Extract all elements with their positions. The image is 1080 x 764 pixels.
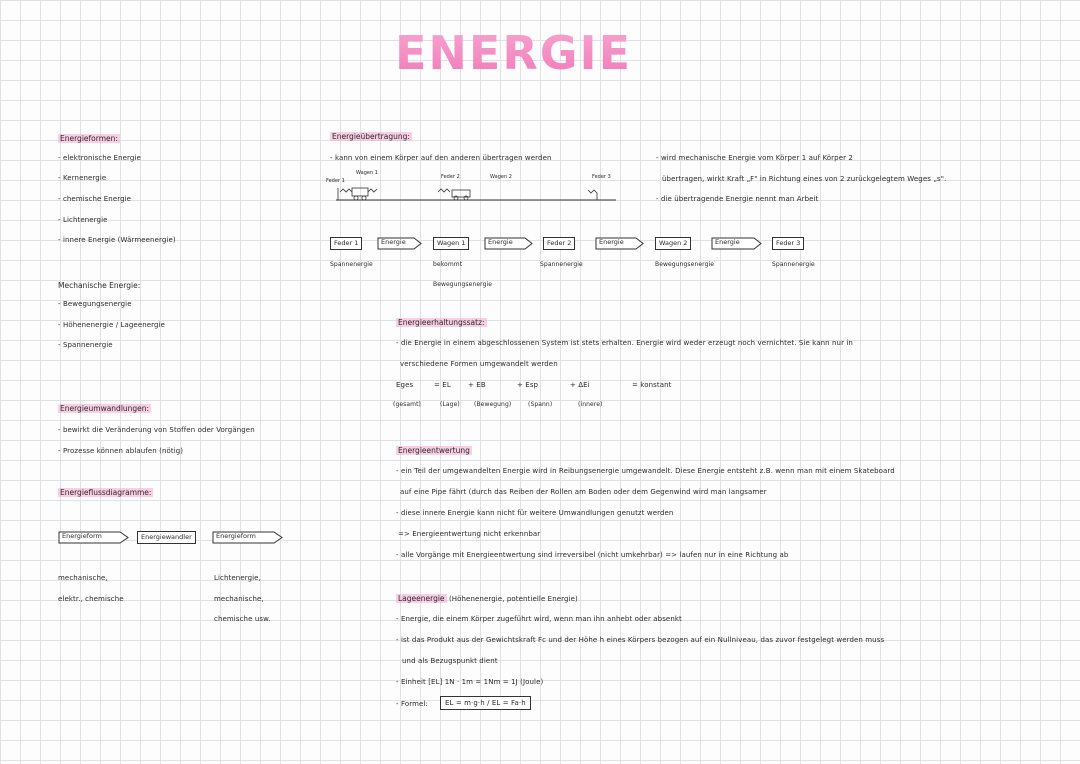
flow-left-2: elektr., chemische — [58, 595, 124, 603]
equation-sub: (gesamt) — [393, 401, 421, 408]
conservation-heading: Energieerhaltungssatz: — [398, 318, 485, 327]
chain-box: Feder 3 — [772, 237, 804, 250]
flow-right-3: chemische usw. — [214, 615, 271, 623]
chain-box: Wagen 2 — [655, 237, 691, 250]
chain-box: Wagen 1 — [433, 237, 469, 250]
list-item: - Höhenenergie / Lageenergie — [58, 321, 166, 329]
chain-arrow-label: Energie — [488, 238, 513, 246]
transfer-right: übertragen, wirkt Kraft „F" in Richtung eines von 2 zurückgelegtem Weges „s". — [662, 175, 947, 183]
sketch-label-feder2: Feder 2 — [441, 174, 460, 180]
sketch-label-wagen2: Wagen 2 — [490, 174, 512, 180]
chain-arrow — [377, 236, 423, 249]
conv-heading: Energieumwandlungen: — [60, 404, 150, 413]
page-title: ENERGIE — [395, 26, 633, 80]
equation-term: + EB — [468, 381, 486, 389]
mech-heading: Mechanische Energie: — [58, 281, 141, 290]
chain-arrow-label: Energie — [599, 238, 624, 246]
chain-note: Spannenergie — [540, 261, 583, 268]
chain-note: Bewegungsenergie — [433, 281, 493, 288]
potential-note: (Höhenenergie, potentielle Energie) — [448, 595, 578, 603]
equation-term: + ΔEi — [570, 381, 590, 389]
flow-box-converter: Energiewandler — [137, 531, 196, 544]
transfer-line: - kann von einem Körper auf den anderen übertragen werden — [330, 154, 552, 162]
flow-arrow-energyform-2 — [212, 530, 284, 543]
chain-arrow — [711, 236, 763, 249]
sketch-label-feder1: Feder 1 — [326, 178, 345, 184]
equation-term: = konstant — [632, 381, 672, 389]
list-item: - Bewegungsenergie — [58, 300, 132, 308]
devaluation-line: - alle Vorgänge mit Energieentwertung sind irreversibel (nicht umkehrbar) => laufen nur in eine Richtung ab — [396, 551, 789, 559]
sketch-label-wagen1: Wagen 1 — [356, 170, 378, 176]
potential-line: - Energie, die einem Körper zugeführt wird, wenn man ihn anhebt oder absenkt — [396, 615, 682, 623]
equation-term: Eges — [396, 381, 414, 389]
devaluation-line: - diese innere Energie kann nicht für weitere Umwandlungen genutzt werden — [396, 509, 674, 517]
list-item: - Kernenergie — [58, 174, 107, 182]
flow-arrow-energyform-1 — [58, 530, 130, 543]
chain-box: Feder 1 — [330, 237, 362, 250]
flow-right-1: Lichtenergie, — [214, 574, 261, 582]
sketch-label-feder3: Feder 3 — [592, 174, 611, 180]
transfer-heading: Energieübertragung: — [332, 132, 410, 141]
potential-line: - ist das Produkt aus der Gewichtskraft Fc und der Höhe h eines Körpers bezogen auf ein Nullniveau, das zuvor festgelegt werden muss — [396, 636, 885, 644]
potential-heading: Lageenergie (Höhenenergie, potentielle Energie) — [398, 594, 578, 603]
equation-sub: (innere) — [578, 401, 603, 408]
chain-arrow — [595, 236, 645, 249]
flow-right-2: mechanische, — [214, 595, 264, 603]
formula-label: - Formel: — [396, 700, 428, 708]
list-item: - Spannenergie — [58, 341, 113, 349]
list-item: - chemische Energie — [58, 195, 132, 203]
forms-heading: Energieformen: — [60, 134, 118, 143]
chain-note: Spannenergie — [330, 261, 373, 268]
list-item: - Lichtenergie — [58, 216, 108, 224]
conservation-line: - die Energie in einem abgeschlossenen System ist stets erhalten. Energie wird weder erzeugt noch vernichtet. Sie kann nur in — [396, 339, 853, 347]
equation-sub: (Lage) — [440, 401, 460, 408]
chain-note: bekommt — [433, 261, 463, 268]
chain-box: Feder 2 — [543, 237, 575, 250]
chain-note: Bewegungsenergie — [655, 261, 715, 268]
flow-left-1: mechanische, — [58, 574, 108, 582]
flow-label: Energieform — [62, 532, 102, 540]
formula-box: EL = m·g·h / EL = Fa·h — [440, 696, 531, 710]
chain-note: Spannenergie — [772, 261, 815, 268]
flow-heading: Energieflussdiagramme: — [60, 488, 152, 497]
list-item: - bewirkt die Veränderung von Stoffen oder Vorgängen — [58, 426, 255, 434]
chain-arrow-label: Energie — [381, 238, 406, 246]
devaluation-heading: Energieentwertung — [398, 446, 470, 455]
potential-line: - Einheit [EL] 1N · 1m = 1Nm = 1J (Joule) — [396, 678, 544, 686]
list-item: - elektronische Energie — [58, 154, 141, 162]
equation-term: + Esp — [517, 381, 539, 389]
transfer-right: - die übertragende Energie nennt man Arbeit — [656, 195, 819, 203]
conservation-line: verschiedene Formen umgewandelt werden — [400, 360, 558, 368]
chain-arrow — [484, 236, 534, 249]
devaluation-line: => Energieentwertung nicht erkennbar — [398, 530, 541, 538]
list-item: - Prozesse können ablaufen (nötig) — [58, 447, 184, 455]
list-item: - innere Energie (Wärmeenergie) — [58, 236, 176, 244]
flow-label: Energieform — [216, 532, 256, 540]
equation-sub: (Spann) — [528, 401, 553, 408]
potential-line: und als Bezugspunkt dient — [402, 657, 498, 665]
devaluation-line: auf eine Pipe fährt (durch das Reiben der Rollen am Boden oder dem Gegenwind wird man langsamer — [400, 488, 767, 496]
chain-arrow-label: Energie — [715, 238, 740, 246]
transfer-right: - wird mechanische Energie vom Körper 1 auf Körper 2 — [656, 154, 853, 162]
devaluation-line: - ein Teil der umgewandelten Energie wird in Reibungsenergie umgewandelt. Diese Energie entsteht z.B. wenn man mit einem Skateboard — [396, 467, 895, 475]
equation-sub: (Bewegung) — [474, 401, 512, 408]
equation-term: = EL — [434, 381, 451, 389]
